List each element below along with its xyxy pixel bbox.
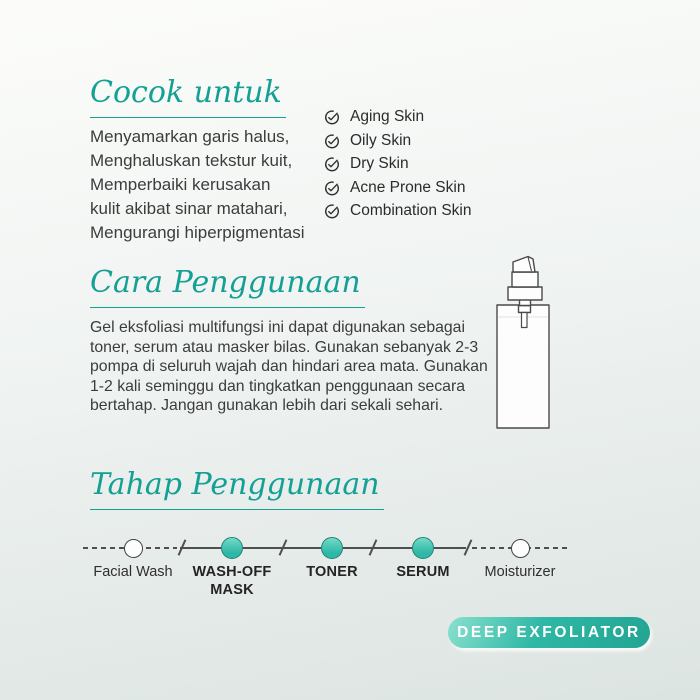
skin-type-label: Combination Skin <box>350 202 472 219</box>
skin-type-item <box>324 109 471 125</box>
skin-type-item <box>324 203 471 219</box>
usage-paragraph-line: toner, serum atau masker bilas. Gunakan sebanyak 2-3 <box>90 338 479 356</box>
routine-step-timeline <box>80 530 640 615</box>
check-circle-icon <box>324 133 340 149</box>
step-node-moisturizer <box>511 539 530 558</box>
skin-type-label: Aging Skin <box>350 108 425 125</box>
usage-paragraph-line: Gel eksfoliasi multifungsi ini dapat digunakan sebagai <box>90 319 465 336</box>
skin-type-item <box>324 156 471 172</box>
pump-bottle-illustration <box>492 254 556 434</box>
step-label: Moisturizer <box>484 564 556 580</box>
skin-type-item <box>324 133 471 149</box>
check-circle-icon <box>324 203 340 219</box>
usage-paragraph-line: pompa di seluruh wajah dan hindari area mata. Gunakan <box>90 358 488 376</box>
benefit-line: Menyamarkan garis halus, <box>90 127 290 146</box>
steps-section-title: Tahap Penggunaan <box>90 468 384 510</box>
step-label: SERUM <box>396 564 450 580</box>
usage-paragraph-line: bertahap. Jangan gunakan lebih dari sekali sehari. <box>90 397 444 415</box>
skin-type-label: Oily Skin <box>350 131 412 149</box>
suitable-section-title: Cocok untuk <box>90 76 286 118</box>
usage-section-title: Cara Penggunaan <box>90 266 365 308</box>
skin-type-item <box>324 180 471 196</box>
step-node-wash-off-mask <box>221 537 243 559</box>
benefits-list <box>90 125 305 245</box>
step-node-facial-wash <box>124 539 143 558</box>
usage-paragraph <box>90 318 488 416</box>
step-label: WASH-OFF MASK <box>192 564 272 598</box>
step-node-toner <box>321 537 343 559</box>
usage-section <box>90 266 365 308</box>
skin-type-label: Dry Skin <box>350 155 409 172</box>
usage-paragraph-line: 1-2 kali seminggu dan tingkatkan penggunaan secara <box>90 377 465 395</box>
skin-type-label: Acne Prone Skin <box>350 178 466 196</box>
step-node-serum <box>412 537 434 559</box>
benefit-line: kulit akibat sinar matahari, <box>90 199 288 218</box>
product-type-badge <box>448 617 650 648</box>
steps-section <box>90 468 384 510</box>
check-circle-icon <box>324 180 340 196</box>
suitable-section <box>90 76 286 118</box>
check-circle-icon <box>324 156 340 172</box>
benefit-line: Menghaluskan tekstur kuit, <box>90 151 293 170</box>
benefit-line: Memperbaiki kerusakan <box>90 175 271 194</box>
check-circle-icon <box>324 109 340 125</box>
step-label: TONER <box>306 564 358 580</box>
skin-type-checklist <box>324 109 471 219</box>
benefit-line: Mengurangi hiperpigmentasi <box>90 223 305 242</box>
step-label: Facial Wash <box>93 564 173 580</box>
product-type-badge-label: DEEP EXFOLIATOR <box>457 623 641 641</box>
